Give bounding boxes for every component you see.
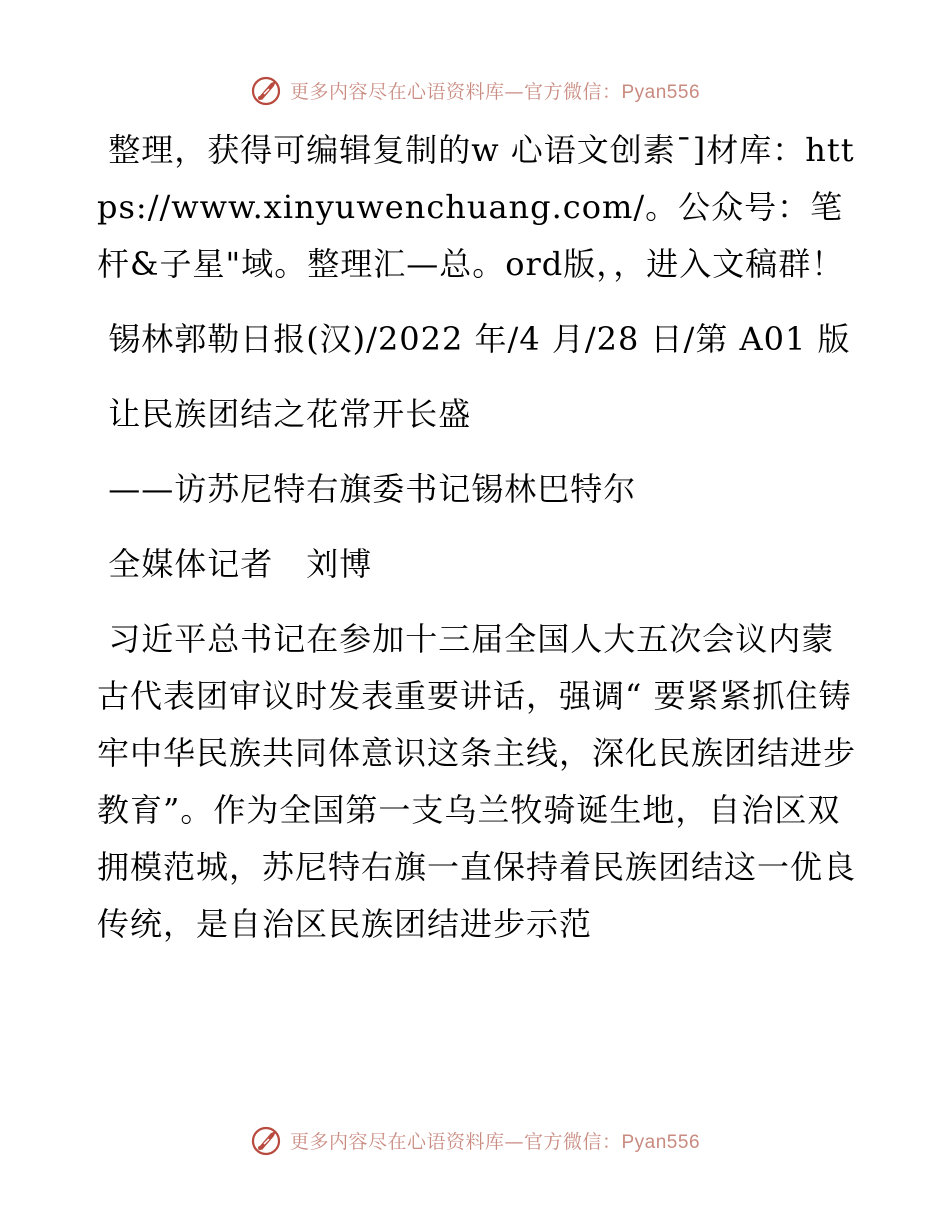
watermark-text: 更多内容尽在心语资料库—官方微信：Pyan556 bbox=[289, 1130, 701, 1153]
watermark-group bbox=[250, 73, 700, 107]
watermark-text: 更多内容尽在心语资料库—官方微信：Pyan556 bbox=[289, 80, 701, 103]
pen-nib-logo-icon bbox=[250, 1123, 284, 1157]
body-paragraph: 习近平总书记在参加十三届全国人大五次会议内蒙古代表团审议时发表重要讲话，强调“ 要紧紧抓住铸牢中华民族共同体意识这条主线，深化民族团结进步教育”。作为全国第一支乌兰牧骑诞生地，自治区双拥模范城，苏尼特右旗一直保持着民族团结这一优良传统，是自治区民族团结进步示范 bbox=[97, 620, 857, 943]
pen-nib-logo-icon bbox=[250, 73, 284, 107]
watermark-id: Pyan556 bbox=[621, 1131, 701, 1153]
header-watermark bbox=[0, 70, 950, 110]
document-body bbox=[97, 122, 857, 953]
intro-paragraph: 整理，获得可编辑复制的w 心语文创素¯]材库：https://www.xinyuwenchuang.com/。公众号：笔杆&子星"域。整理汇—总。ord版，，进入文稿群！ bbox=[97, 131, 855, 283]
watermark-group bbox=[250, 1123, 700, 1157]
article-subtitle: ——访苏尼特右旗委书记锡林巴特尔 bbox=[108, 470, 637, 508]
article-title: 让民族团结之花常开长盛 bbox=[108, 395, 472, 433]
byline: 全媒体记者 刘博 bbox=[108, 545, 373, 583]
watermark-id: Pyan556 bbox=[621, 81, 701, 103]
footer-watermark bbox=[0, 1120, 950, 1160]
source-line: 锡林郭勒日报(汉)/2022 年/4 月/28 日/第 A01 版 bbox=[108, 320, 851, 358]
